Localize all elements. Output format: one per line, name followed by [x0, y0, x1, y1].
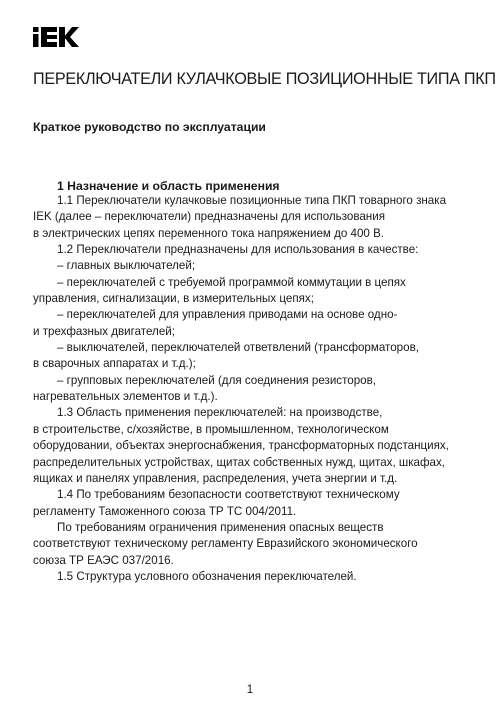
paragraph-line: и трехфазных двигателей;	[33, 324, 175, 338]
paragraph-line: – главных выключателей;	[57, 259, 196, 273]
paragraph-line: IEK (далее – переключатели) предназначены для использования	[33, 210, 385, 224]
paragraph-line: 1.4 По требованиям безопасности соответствуют техническому	[57, 488, 400, 502]
paragraph-line: соответствуют техническому регламенту Евразийского экономического	[33, 537, 418, 551]
paragraph-line: 1.2 Переключатели предназначены для использования в качестве:	[57, 243, 419, 257]
paragraph-line: 1.1 Переключатели кулачковые позиционные типа ПКП товарного знака	[57, 194, 447, 207]
paragraph-line: управления, сигнализации, в измерительных цепях;	[33, 292, 314, 306]
paragraph-line: – переключателей для управления приводами на основе одно-	[57, 308, 398, 322]
iek-logo-mark	[33, 27, 79, 47]
paragraph-line: ящиках и панелях управления, распределения, учета энергии и т.д.	[33, 471, 398, 485]
paragraph-line: 1.5 Структура условного обозначения переключателей.	[57, 569, 357, 583]
paragraph-line: нагревательных элементов и т.д.).	[33, 390, 218, 404]
section-body	[33, 193, 473, 585]
paragraph-line: распределительных устройствах, щитах собственных нужд, щитах, шкафах,	[33, 455, 445, 469]
page-number: 1	[246, 684, 254, 696]
paragraph-line: – переключателей с требуемой программой коммутации в цепях	[57, 275, 406, 289]
document-subtitle: Краткое руководство по эксплуатации	[33, 120, 266, 134]
paragraph-line: в сварочных аппаратах и т.д.);	[33, 357, 196, 371]
paragraph-line: в строительстве, с/хозяйстве, в промышленном, технологическом	[33, 422, 389, 436]
paragraph-line: 1.3 Область применения переключателей: на производстве,	[57, 406, 383, 420]
paragraph-line: оборудовании, объектах энергоснабжения, трансформаторных подстанциях,	[33, 439, 449, 453]
paragraph-line: в электрических цепях переменного тока напряжением до 400 В.	[33, 226, 385, 240]
paragraph-line: регламенту Таможенного союза ТР ТС 004/2011.	[33, 504, 297, 518]
paragraph-line: – групповых переключателей (для соединения резисторов,	[57, 373, 377, 387]
section-heading: 1 Назначение и область применения	[57, 179, 280, 193]
paragraph-line: союза ТР ЕАЭС 037/2016.	[33, 553, 174, 567]
paragraph-line: По требованиям ограничения применения опасных веществ	[57, 520, 384, 534]
iek-logo	[33, 27, 79, 47]
document-title: ПЕРЕКЛЮЧАТЕЛИ КУЛАЧКОВЫЕ ПОЗИЦИОННЫЕ ТИПА ПКП	[33, 70, 496, 88]
paragraph-line: – выключателей, переключателей ответвлений (трансформаторов,	[57, 341, 419, 355]
